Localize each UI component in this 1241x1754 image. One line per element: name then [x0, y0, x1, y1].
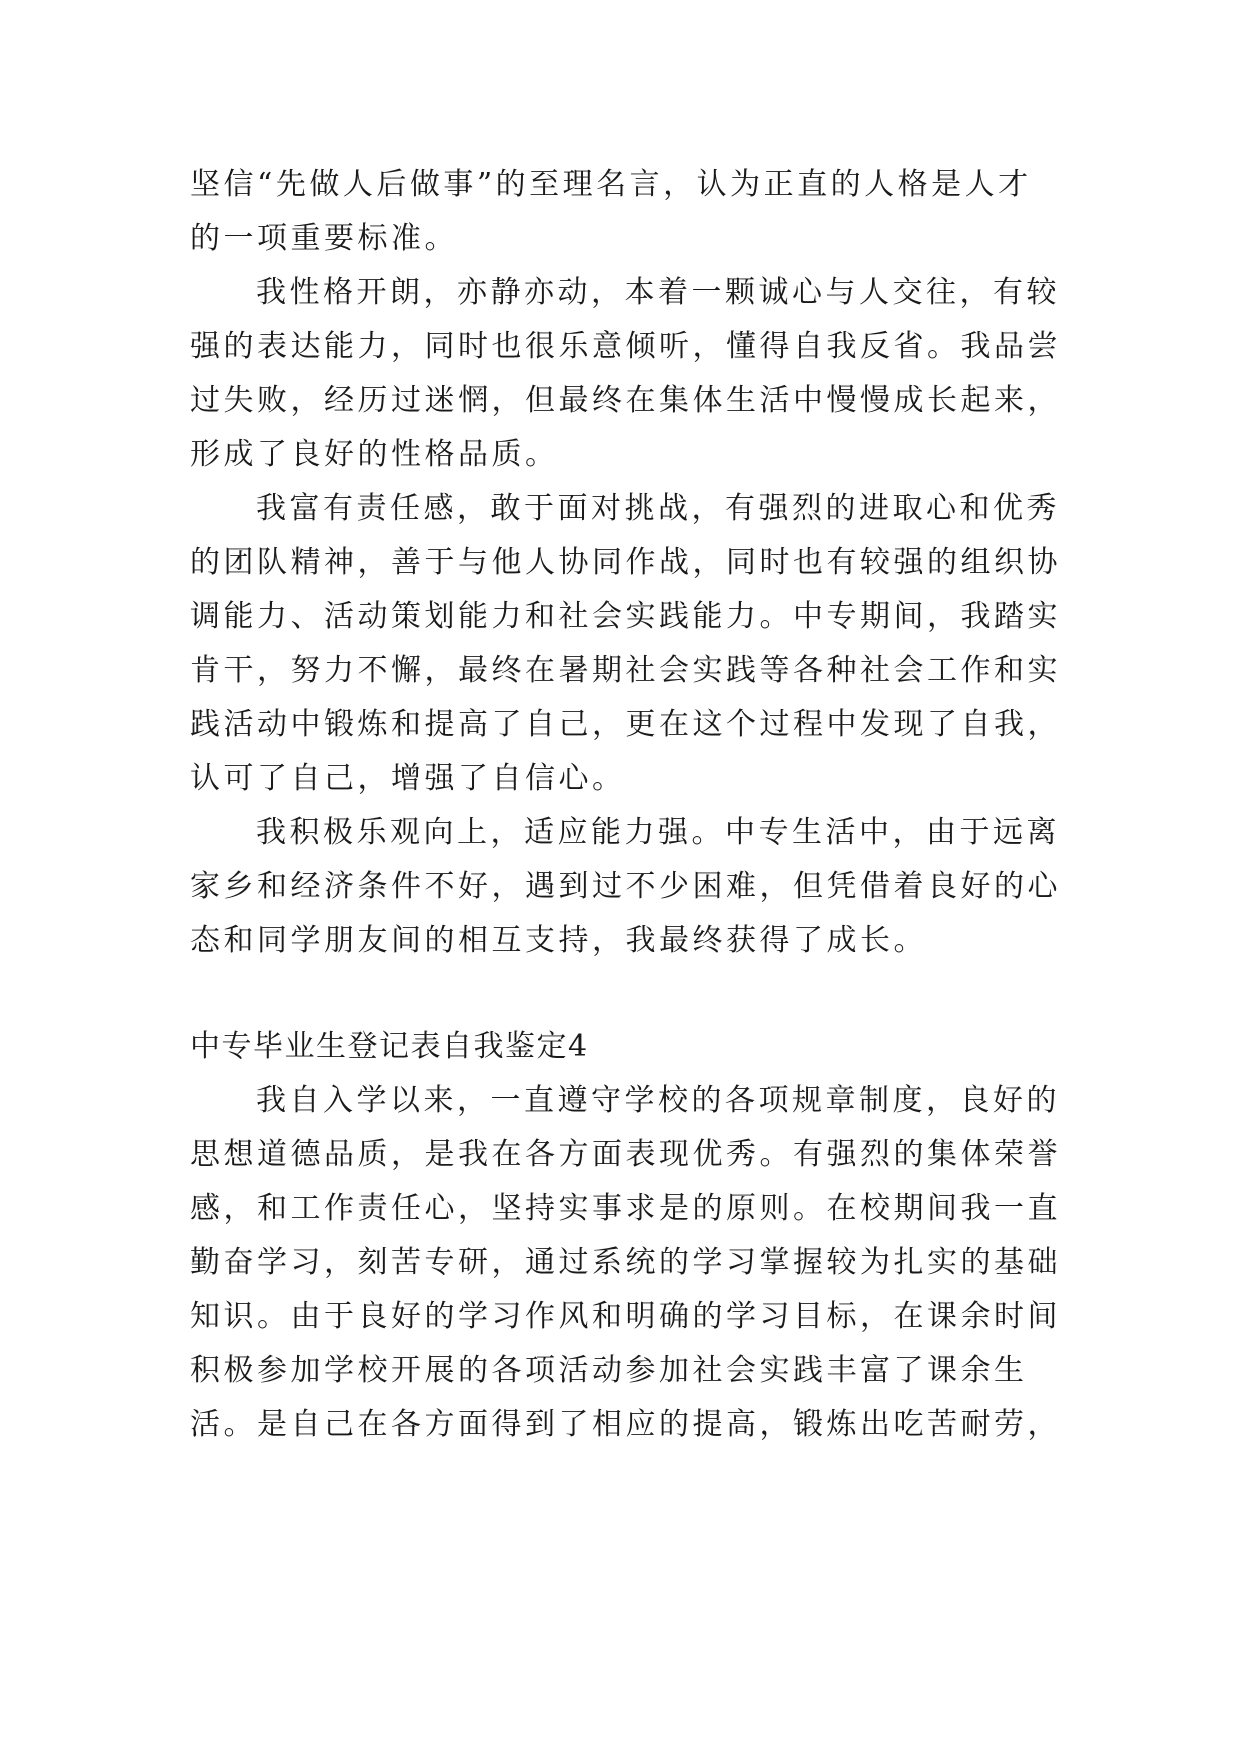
section-heading: 中专毕业生登记表自我鉴定4 — [190, 1029, 589, 1064]
text-line: 思想道德品质，是我在各方面表现优秀。有强烈的集体荣誉 — [190, 1137, 1061, 1172]
text-line: 我积极乐观向上，适应能力强。中专生活中，由于远离 — [256, 815, 1060, 850]
text-line: 践活动中锻炼和提高了自己，更在这个过程中发现了自我， — [190, 707, 1061, 742]
paragraph — [190, 482, 1060, 806]
text-line: 我性格开朗，亦静亦动，本着一颗诚心与人交往，有较 — [256, 275, 1060, 310]
text-line: 勤奋学习，刻苦专研，通过系统的学习掌握较为扎实的基础 — [190, 1245, 1061, 1280]
text-line: 态和同学朋友间的相互支持，我最终获得了成长。 — [190, 923, 927, 958]
text-line: 的团队精神，善于与他人协同作战，同时也有较强的组织协 — [190, 545, 1061, 580]
text-line: 的一项重要标准。 — [190, 221, 458, 256]
text-line: 认可了自己，增强了自信心。 — [190, 761, 626, 796]
paragraph — [190, 266, 1060, 482]
text-line: 我自入学以来，一直遵守学校的各项规章制度，良好的 — [256, 1083, 1060, 1118]
text-line: 坚信“先做人后做事”的至理名言，认为正直的人格是人才 — [190, 167, 1032, 202]
text-line: 家乡和经济条件不好，遇到过不少困难，但凭借着良好的心 — [190, 869, 1061, 904]
text-line: 积极参加学校开展的各项活动参加社会实践丰富了课余生 — [190, 1353, 1028, 1388]
text-line: 肯干，努力不懈，最终在暑期社会实践等各种社会工作和实 — [190, 653, 1061, 688]
document-body — [190, 158, 1060, 1452]
text-line: 活。是自己在各方面得到了相应的提高，锻炼出吃苦耐劳， — [190, 1407, 1061, 1442]
paragraph — [190, 1074, 1060, 1452]
paragraph — [190, 158, 1060, 266]
text-line: 强的表达能力，同时也很乐意倾听，懂得自我反省。我品尝 — [190, 329, 1061, 364]
text-line: 形成了良好的性格品质。 — [190, 437, 559, 472]
text-line: 调能力、活动策划能力和社会实践能力。中专期间，我踏实 — [190, 599, 1061, 634]
paragraph — [190, 806, 1060, 968]
text-line: 感，和工作责任心，坚持实事求是的原则。在校期间我一直 — [190, 1191, 1061, 1226]
text-line: 知识。由于良好的学习作风和明确的学习目标，在课余时间 — [190, 1299, 1061, 1334]
text-line: 过失败，经历过迷惘，但最终在集体生活中慢慢成长起来， — [190, 383, 1061, 418]
text-line: 我富有责任感，敢于面对挑战，有强烈的进取心和优秀 — [256, 491, 1060, 526]
